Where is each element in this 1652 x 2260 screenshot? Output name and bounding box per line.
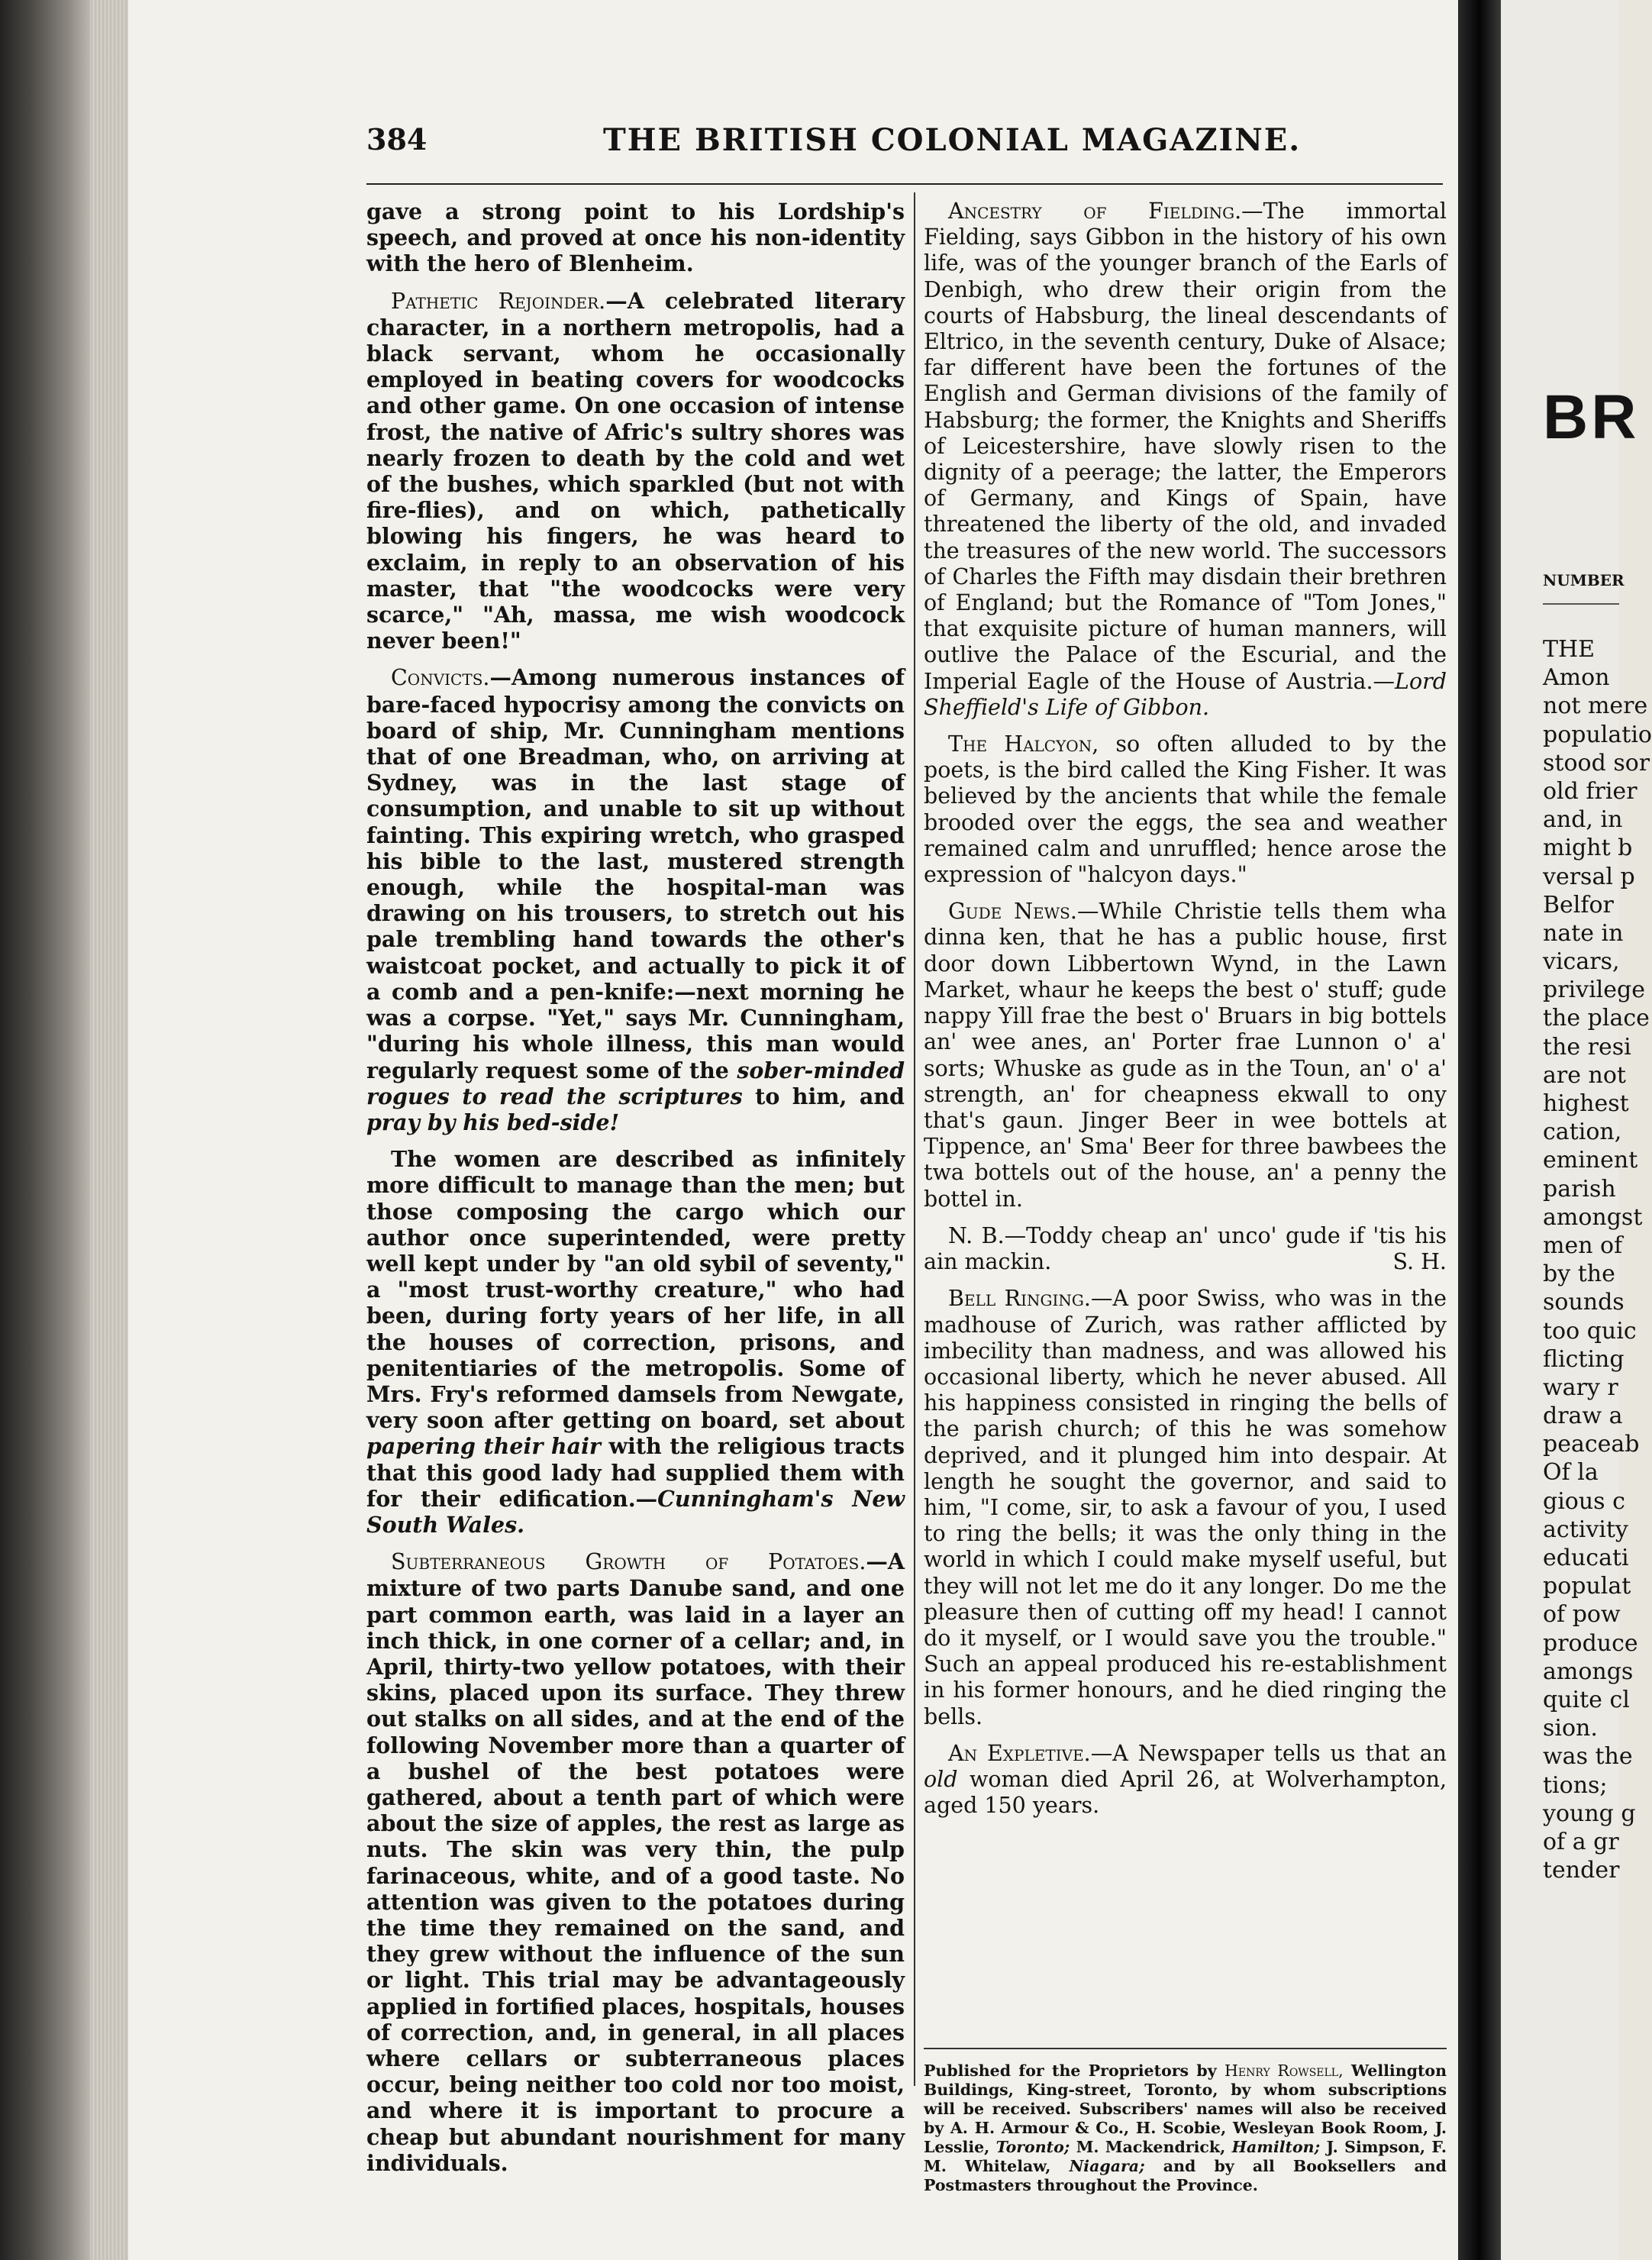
text-run: J. Simpson, F. M. Whitelaw, <box>924 2138 1447 2175</box>
text-run: to him, and <box>742 1083 905 1109</box>
next-page-line: Belfor <box>1543 891 1614 919</box>
article-paragraph <box>366 1548 905 2176</box>
text-run: —A mixture of two parts Danube sand, and one part common earth, was laid in a layer an inch thick, in one corner of a cellar; and, in April, thirty-two yellow potatoes, with their skins, placed upon its surface. They threw out stalks on all sides, and at the end of the following November more than a quarter of a bushel of the best potatoes were gathered, about a tenth part of which were about the size of apples, the rest as large as nuts. The skin was very thin, the pulp farinaceous, white, and of a good taste. No attention was given to the potatoes during the time they remained on the sand, and they grew without the influence of the sun or light. This trial may be advantageously applied in fortified places, hospitals, houses of correction, and, in general, in all places where cellars or subterraneous places occur, being neither too cold nor too moist, and where it is important to procure a cheap but abundant nourishment for many individuals. <box>366 1548 905 2176</box>
publisher-imprint <box>924 2061 1447 2195</box>
section-heading: Pathetic Rejoinder. <box>391 288 606 314</box>
article-paragraph <box>924 899 1447 1212</box>
next-page-line: by the <box>1543 1261 1615 1288</box>
section-heading: Ancestry of Fielding. <box>948 199 1242 224</box>
article-paragraph <box>366 664 905 1135</box>
page-number: 384 <box>366 122 428 157</box>
next-page-line: amongst <box>1543 1203 1643 1231</box>
next-page-line: are not <box>1543 1061 1626 1089</box>
next-page-line: the place <box>1543 1005 1650 1032</box>
next-page-line: sounds <box>1543 1289 1625 1316</box>
italic-text: Niagara; <box>1069 2157 1145 2175</box>
page-edges <box>90 0 128 2260</box>
next-page-line: tions; <box>1543 1771 1608 1799</box>
italic-text: Toronto; <box>995 2138 1070 2156</box>
header-rule <box>366 183 1443 185</box>
next-page-heading: BR <box>1543 383 1640 452</box>
text-run: M. Mackendrick, <box>1070 2138 1232 2156</box>
next-page-rule <box>1543 603 1619 605</box>
column-divider <box>914 192 915 2086</box>
next-page-line: wary r <box>1543 1374 1618 1401</box>
next-page-line: flicting <box>1543 1345 1625 1373</box>
next-page-line: populatio <box>1543 721 1652 748</box>
next-page-line: Of la <box>1543 1459 1599 1487</box>
running-head <box>366 122 1435 176</box>
next-page-line: activity <box>1543 1516 1628 1543</box>
next-page-line: vicars, <box>1543 948 1620 976</box>
next-page-number-label: NUMBER <box>1543 571 1625 589</box>
article-paragraph <box>924 199 1447 721</box>
next-page-line: parish <box>1543 1175 1616 1203</box>
next-page-line: men of <box>1543 1232 1623 1259</box>
next-page-line: of pow <box>1543 1601 1621 1629</box>
next-page-line: peaceab <box>1543 1431 1640 1458</box>
next-page-line: educati <box>1543 1545 1629 1571</box>
text-run: —While Christie tells them wha dinna ken, that he has a public house, first door down Libbertown Wynd, in the Lawn Market, whaur he keeps the best o' stuff; gude nappy Yill frae the best o' Bruars in big bottels an' wee anes, an' Porter frae Lunnon o' a' sorts; Whuske as gude as in the Toun, an' o' a' strength, an' for cheapness ekwall to ony that's gaun. Jinger Beer in wee bottels at Tippence, an' Sma' Beer for three bawbees the twa bottels out of the house, an' a penny the bottel in. <box>924 899 1447 1212</box>
next-page-fragment <box>1501 0 1652 2260</box>
magazine-title: THE BRITISH COLONIAL MAGAZINE. <box>603 122 1302 158</box>
right-column <box>924 199 1447 1829</box>
next-page-line: was the <box>1543 1743 1633 1771</box>
next-page-line: draw a <box>1543 1403 1623 1430</box>
page-gutter <box>1458 0 1501 2260</box>
next-page-line: amongs <box>1543 1658 1634 1685</box>
next-page-line: might b <box>1543 835 1633 862</box>
article-paragraph <box>366 199 905 277</box>
italic-text: sober-minded rogues to read the scriptures <box>366 1057 905 1109</box>
next-page-line: versal p <box>1543 863 1635 890</box>
italic-text: Hamilton; <box>1231 2138 1321 2156</box>
next-page-line: stood sor <box>1543 749 1650 776</box>
text-run: woman died April 26, at Wolverhampton, aged 150 years. <box>924 1766 1447 1819</box>
section-heading: Gude News. <box>948 899 1077 925</box>
text-run: —Among numerous instances of bare-faced hypocrisy among the convicts on board of ship, Mr. Cunningham mentions that of one Breadman, who, on arriving at Sydney, was in the last stage of consumption, and unable to sit up without fainting. This expiring wretch, who grasped his bible to the last, mustered strength enough, while the hospital-man was drawing on his trousers, to stretch out his pale trembling hand towards the other's waistcoat pocket, and actually to pick it of a comb and a pen-knife:—next morning he was a corpse. "Yet," says Mr. Cunningham, "during his whole illness, this man would regularly request some of the <box>366 664 905 1083</box>
text-run: so often alluded to by the poets, is the bird called the King Fisher. It was believed by the ancients that while the female brooded over the eggs, the sea and weather remained calm and unruffled; hence arose the expression of "halcyon days." <box>924 731 1447 888</box>
next-page-line: the resi <box>1543 1033 1631 1061</box>
article-paragraph <box>366 1146 905 1538</box>
book-binding-shadow <box>0 0 90 2260</box>
next-page-line: Amon <box>1543 664 1610 692</box>
section-heading: Henry Rowsell, <box>1224 2061 1344 2080</box>
text-run: The women are described as infinitely more difficult to manage than the men; but those composing the cargo which our author once superintended, were pretty well kept under by "an old sybil of seventy," a "most trust-worthy creature," who had been, during forty years of her life, in all the houses of correction, prisons, and penitentiaries of the metropolis. Some of Mrs. Fry's reformed damsels from Newgate, very soon after getting on board, set about <box>366 1146 905 1434</box>
italic-text: Cunningham's New South Wales. <box>366 1485 905 1538</box>
next-page-line: old frier <box>1543 777 1637 805</box>
next-page-line: and, in <box>1543 806 1623 834</box>
text-run: —A celebrated literary character, in a northern metropolis, had a black servant, whom he occasionally employed in beating covers for woodcocks and other game. On one occasion of intense frost, the native of Afric's sultry shores was nearly frozen to death by the cold and wet of the bushes, which sparkled (but not with fire-flies), and on which, pathetically blowing his fingers, he was heard to exclaim, in reply to an observation of his master, that "the woodcocks were very scarce," "Ah, massa, me wish woodcock never been!" <box>366 287 905 654</box>
text-run: with the religious tracts that this good lady had supplied them with for their edification.— <box>366 1433 905 1512</box>
text-run: S. H. <box>1392 1249 1447 1275</box>
text-run: gave a strong point to his Lordship's speech, and proved at once his non-identity with the hero of Blenheim. <box>366 199 905 277</box>
next-page-line: quite cl <box>1543 1686 1630 1713</box>
next-page-line: eminent <box>1543 1147 1638 1174</box>
next-page-text <box>1543 635 1652 1884</box>
next-page-line: too quic <box>1543 1317 1637 1345</box>
article-paragraph <box>924 1286 1447 1729</box>
article-paragraph <box>366 288 905 654</box>
imprint-rule <box>924 2048 1447 2049</box>
section-heading: Subterraneous Growth of Potatoes. <box>391 1549 866 1575</box>
article-paragraph <box>924 731 1447 888</box>
article-paragraph <box>924 1741 1447 1819</box>
text-run: Wellington Buildings, King-street, Toronto, by whom subscriptions will be received. Subscribers' names will also be received by A. H. Armour & Co., H. Scobie, Wesleyan Book Room, J. Lesslie, <box>924 2061 1447 2156</box>
left-column <box>366 199 905 2187</box>
next-page-line: produce <box>1543 1629 1638 1657</box>
section-heading: Convicts. <box>391 665 490 691</box>
text-run: —A Newspaper tells us that an <box>1090 1740 1447 1766</box>
next-page-line: gious c <box>1543 1487 1625 1515</box>
next-page-line: privilege <box>1543 977 1645 1004</box>
text-run: N. B.—Toddy cheap an' unco' gude if 'tis his ain mackin. <box>924 1222 1447 1274</box>
italic-text: pray by his bed-side! <box>366 1109 620 1135</box>
next-page-line: sion. <box>1543 1715 1598 1742</box>
next-page-line: not mere <box>1543 693 1648 720</box>
section-heading: The Halcyon, <box>948 731 1099 757</box>
next-page-line: nate in <box>1543 919 1624 947</box>
next-page-line: of a gr <box>1543 1828 1619 1855</box>
next-page-line: populat <box>1543 1573 1631 1600</box>
next-page-line: young g <box>1543 1800 1636 1827</box>
italic-text: Lord Sheffield's Life of Gibbon. <box>924 668 1447 720</box>
next-page-line: tender <box>1543 1857 1620 1884</box>
text-run: —The immortal Fielding, says Gibbon in the history of his own life, was of the younger branch of the Earls of Denbigh, who drew their origin from the courts of Habsburg, the lineal descendants of Eltrico, in the seventh century, Duke of Alsace; far different have been the fortunes of the English and German divisions of the family of Habsburg; the former, the Knights and Sheriffs of Leicestershire, have slowly risen to the dignity of a peerage; the latter, the Emperors of Germany, and Kings of Spain, have threatened the liberty of the old, and invaded the treasures of the new world. The successors of Charles the Fifth may disdain their brethren of England; but the Romance of "Tom Jones," that exquisite picture of human manners, will outlive the Palace of the Escurial, and the Imperial Eagle of the House of Austria.— <box>924 199 1447 694</box>
text-run: and by all Booksellers and Postmasters throughout the Province. <box>924 2157 1447 2194</box>
next-page-line: cation, <box>1543 1119 1622 1146</box>
italic-text: old <box>924 1766 958 1792</box>
next-page-line: highest <box>1543 1090 1629 1117</box>
text-run: —A poor Swiss, who was in the madhouse of Zurich, was rather afflicted by imbecility than madness, and was allowed his occasional liberty, which he never abused. All his happiness consisted in ringing the bells of the parish church; of this he was somehow deprived, and it plunged him into despair. At length he sought the governor, and said to him, "I come, sir, to ask a favour of you, I used to ring the bells; it was the only thing in the world in which I could make myself useful, but they will not let me do it any longer. Do me the pleasure then of cutting off my head! I cannot do it myself, or I would save you the trouble." Such an appeal produced his re-establishment in his former honours, and he died ringing the bells. <box>924 1286 1447 1729</box>
section-heading: Bell Ringing. <box>948 1286 1091 1312</box>
next-page-line: THE <box>1543 636 1596 663</box>
section-heading: An Expletive. <box>948 1740 1091 1766</box>
italic-text: papering their hair <box>366 1433 601 1460</box>
text-run: Published for the Proprietors by <box>924 2061 1224 2080</box>
